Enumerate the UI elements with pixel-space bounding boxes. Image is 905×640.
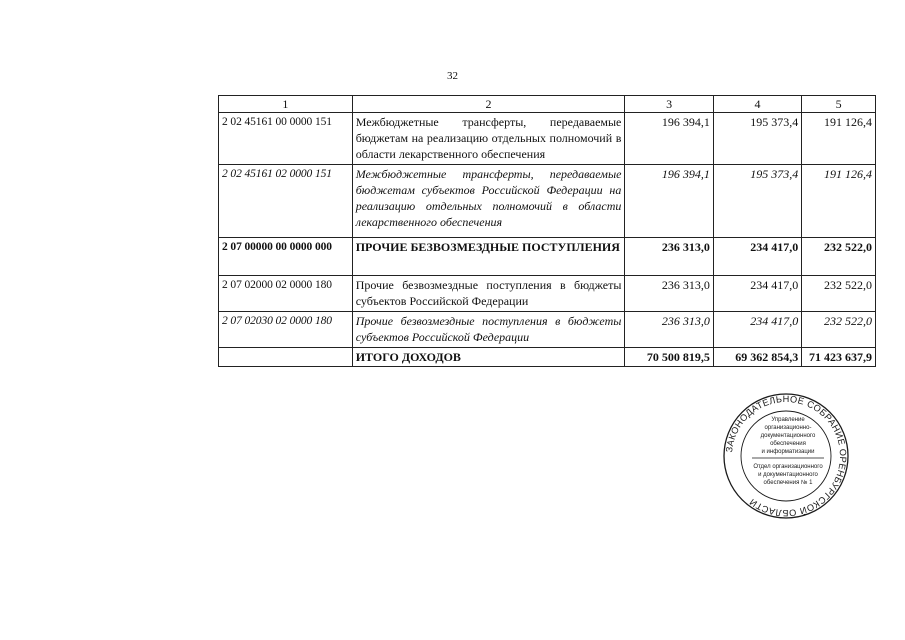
total-year-2: 69 362 854,3 [713, 348, 801, 367]
value-year-3: 232 522,0 [802, 238, 876, 276]
stamp-outer-text: ЗАКОНОДАТЕЛЬНОЕ СОБРАНИЕ ОРЕНБУРГСКОЙ ОБЛАСТИ [724, 393, 849, 519]
total-year-1: 70 500 819,5 [625, 348, 713, 367]
item-name: Межбюджетные трансферты, передаваемые бюджетам субъектов Российской Федерации на реализацию отдельных полномочий в области лекарственного обеспечения [352, 165, 625, 238]
value-year-3: 232 522,0 [802, 312, 876, 348]
column-header: 4 [713, 96, 801, 113]
budget-code: 2 02 45161 02 0000 151 [219, 165, 353, 238]
budget-code: 2 07 00000 00 0000 000 [219, 238, 353, 276]
column-header: 3 [625, 96, 713, 113]
official-stamp [722, 392, 850, 520]
item-name: Прочие безвозмездные поступления в бюджеты субъектов Российской Федерации [352, 276, 625, 312]
table-header-row [219, 96, 876, 113]
budget-code: 2 02 45161 00 0000 151 [219, 113, 353, 165]
stamp-line: Отдел организационного [753, 464, 823, 470]
total-row [219, 348, 876, 367]
total-label: ИТОГО ДОХОДОВ [352, 348, 625, 367]
value-year-2: 195 373,4 [713, 165, 801, 238]
stamp-line: обеспечения № 1 [763, 480, 813, 486]
empty-code-cell [219, 348, 353, 367]
value-year-2: 234 417,0 [713, 238, 801, 276]
column-header: 5 [802, 96, 876, 113]
value-year-1: 236 313,0 [625, 312, 713, 348]
stamp-line: организационно- [764, 425, 812, 431]
total-year-3: 71 423 637,9 [802, 348, 876, 367]
value-year-1: 196 394,1 [625, 165, 713, 238]
table-row [219, 165, 876, 238]
table-row [219, 238, 876, 276]
table-row [219, 113, 876, 165]
table-row [219, 276, 876, 312]
item-name: ПРОЧИЕ БЕЗВОЗМЕЗДНЫЕ ПОСТУПЛЕНИЯ [352, 238, 625, 276]
value-year-1: 236 313,0 [625, 238, 713, 276]
budget-code: 2 07 02000 02 0000 180 [219, 276, 353, 312]
stamp-line: Управление [771, 417, 805, 423]
item-name: Прочие безвозмездные поступления в бюджеты субъектов Российской Федерации [352, 312, 625, 348]
value-year-3: 191 126,4 [802, 113, 876, 165]
value-year-1: 196 394,1 [625, 113, 713, 165]
value-year-3: 232 522,0 [802, 276, 876, 312]
budget-code: 2 07 02030 02 0000 180 [219, 312, 353, 348]
stamp-line: и документационного [758, 472, 818, 478]
value-year-3: 191 126,4 [802, 165, 876, 238]
stamp-line: и информатизации [761, 449, 815, 455]
column-header: 1 [219, 96, 353, 113]
revenue-table [218, 95, 876, 367]
stamp-line: документационного [760, 433, 816, 439]
page-number: 32 [447, 70, 458, 82]
value-year-2: 234 417,0 [713, 312, 801, 348]
item-name: Межбюджетные трансферты, передаваемые бюджетам на реализацию отдельных полномочий в области лекарственного обеспечения [352, 113, 625, 165]
value-year-2: 195 373,4 [713, 113, 801, 165]
value-year-2: 234 417,0 [713, 276, 801, 312]
table-row [219, 312, 876, 348]
column-header: 2 [352, 96, 625, 113]
stamp-line: обеспечения [770, 441, 806, 447]
value-year-1: 236 313,0 [625, 276, 713, 312]
